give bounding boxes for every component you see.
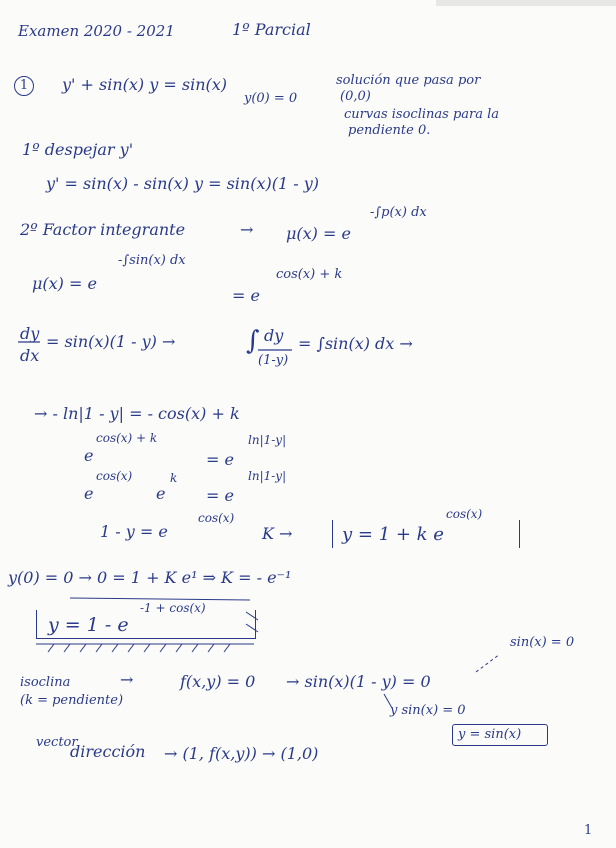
isoclina-equation-2: → sin(x)(1 - y) = 0 [286,672,431,691]
step2-arrow: → [240,220,254,239]
problem-equation: y' + sin(x) y = sin(x) [62,75,227,94]
particular-solution: y = 1 - e [48,614,129,636]
solve-line-4-k: K → [262,524,293,543]
exam-subtitle: 1º Parcial [232,20,311,39]
isoclina-sublabel: (k = pendiente) [20,693,124,708]
solution-overline [70,598,250,600]
initial-condition: y(0) = 0 [244,91,298,106]
solve-line-4-exp: cos(x) [198,511,235,525]
branch-arrow-down [384,694,392,708]
solve-line-2-eq: = e [206,450,234,469]
solve-line-3-eq: = e [206,486,234,505]
integral-numerator: dy [264,326,284,345]
mu-result: = e [232,286,260,305]
dy-numerator: dy [20,324,40,343]
general-solution: y = 1 + k e [342,524,444,545]
vector-equation: → (1, f(x,y)) → (1,0) [164,744,319,763]
vector-label-2: dirección [70,742,146,761]
isoclina-equation: f(x,y) = 0 [180,672,256,691]
solve-line-4: 1 - y = e [100,522,168,541]
integral-sign: ∫ [246,326,260,356]
solve-line-2-base: e [84,446,94,465]
solve-line-2-exp: cos(x) + k [96,431,158,445]
isoclina-result: y = sin(x) [458,727,522,742]
problem-note-1: solución que pasa por [336,73,481,88]
isoclina-arrow: → [120,670,134,689]
problem-number: 1 [14,76,34,96]
mu-sin-exponent: -∫sin(x) dx [118,253,186,268]
solve-line-3-e2: e [156,484,166,503]
vector-label: vector [36,735,78,750]
particular-solution-exp: -1 + cos(x) [140,601,206,615]
problem-note-3: curvas isoclinas para la [344,107,500,122]
isoclina-label: isoclina [20,675,71,690]
solve-line-3-exp3: ln|1-y| [248,469,287,483]
separation-rhs: = sin(x)(1 - y) → [46,332,176,351]
general-solution-exp: cos(x) [446,507,483,521]
dx-denominator: dx [20,346,40,365]
solve-line-3-base: e [84,484,94,503]
initial-condition-line: y(0) = 0 → 0 = 1 + K e¹ ⇒ K = - e⁻¹ [8,568,292,587]
integral-denominator: (1-y) [258,353,289,368]
problem-note-2: (0,0) [340,89,371,104]
problem-note-4: pendiente 0. [348,123,431,138]
step2-label: 2º Factor integrante [20,220,186,239]
hatched-underline [36,612,258,652]
mu-exponent: -∫p(x) dx [370,205,427,220]
branch-y-sin-zero: y sin(x) = 0 [390,703,466,718]
mu-definition: μ(x) = e [286,224,351,243]
step1-label: 1º despejar y' [22,140,134,159]
branch-sin-zero: sin(x) = 0 [510,635,575,650]
step1-line: y' = sin(x) - sin(x) y = sin(x)(1 - y) [46,174,319,193]
solve-line-1: → - ln|1 - y| = - cos(x) + k [34,404,240,423]
mu-sin: μ(x) = e [32,274,97,293]
integral-rhs: = ∫sin(x) dx → [298,334,413,353]
page-number: 1 [584,823,593,838]
branch-arrow-up [476,654,500,672]
solve-line-3-exp: cos(x) [96,469,133,483]
solve-line-3-e2-exp: k [170,471,178,485]
mu-result-exponent: cos(x) + k [276,267,343,282]
exam-title: Examen 2020 - 2021 [18,22,175,40]
solve-line-2-exp2: ln|1-y| [248,433,287,447]
